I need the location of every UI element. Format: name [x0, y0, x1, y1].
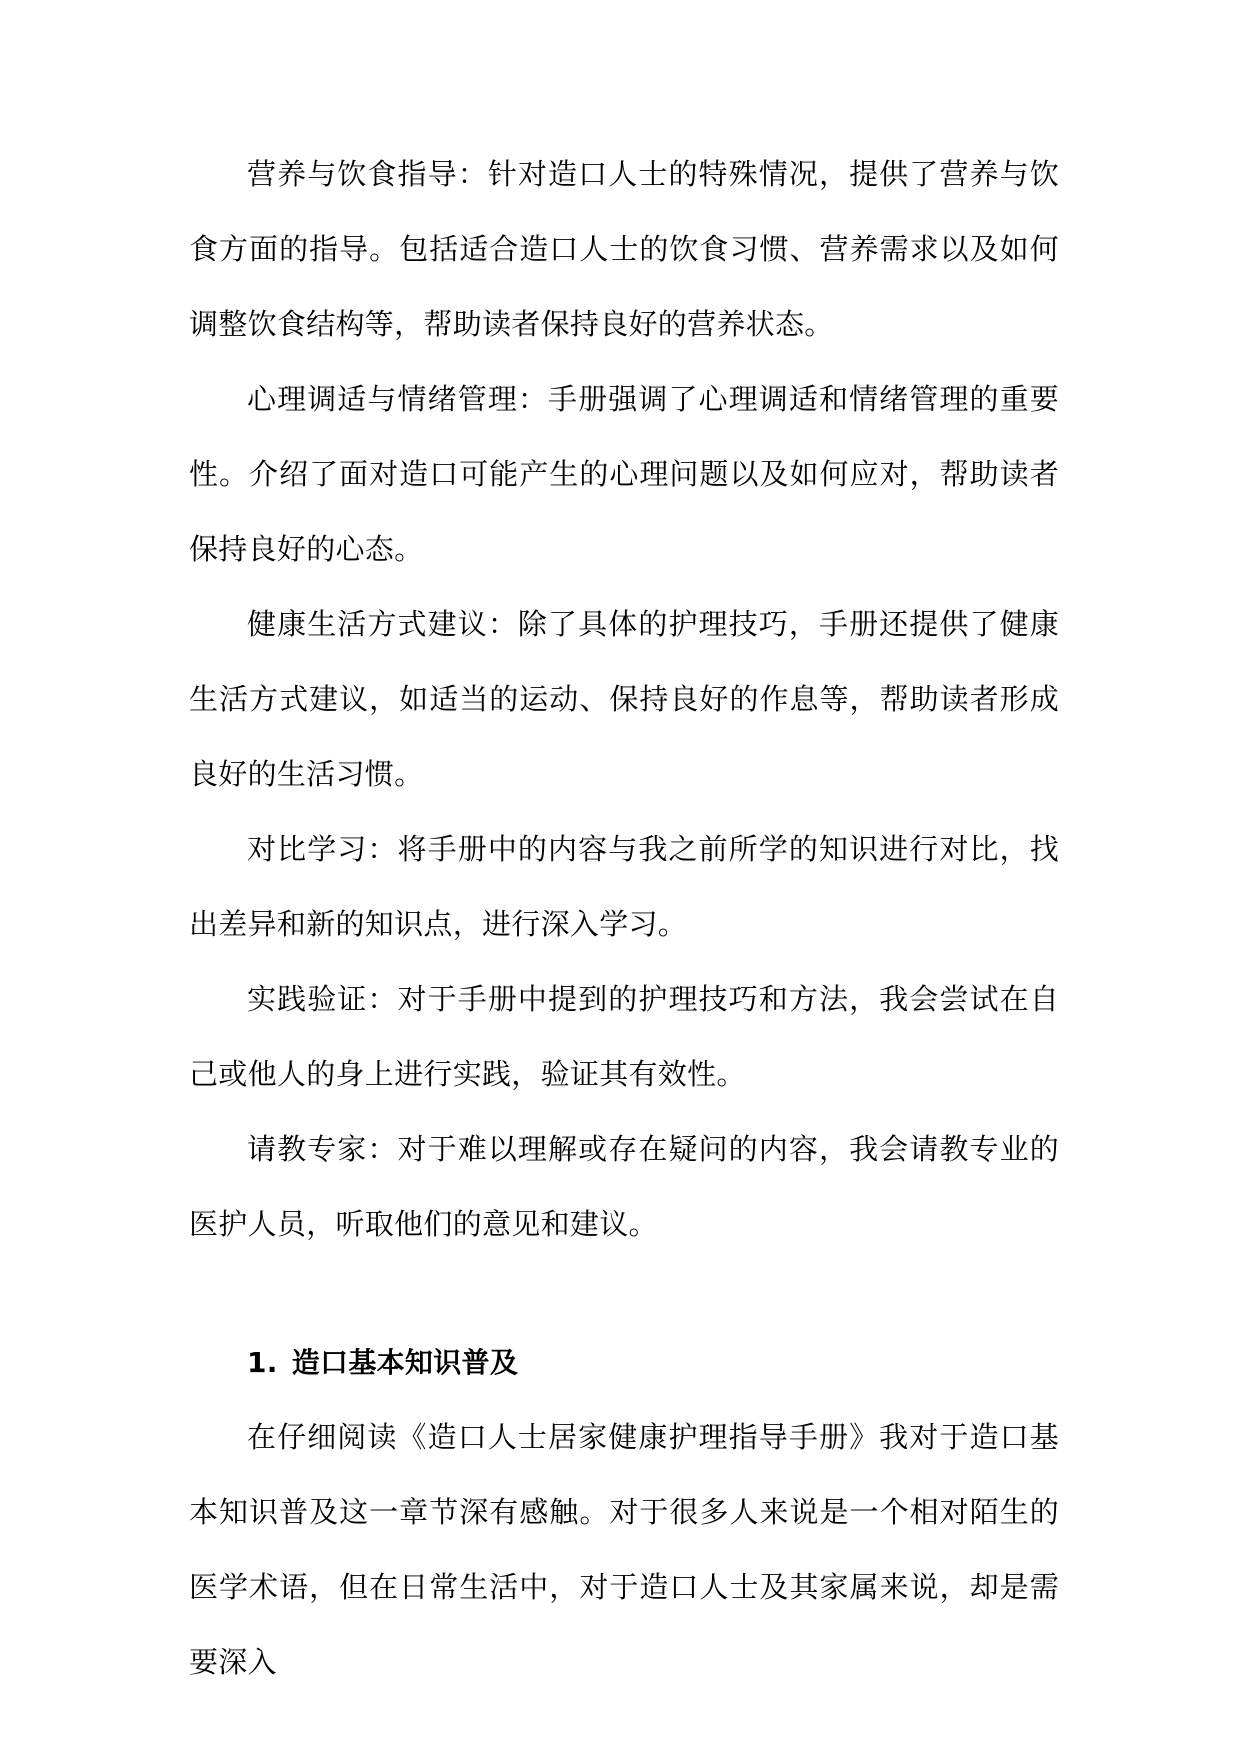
section-title: 造口基本知识普及 [291, 1346, 519, 1379]
document-body [189, 137, 1059, 1700]
section-heading [189, 1325, 1059, 1400]
paragraph-practice-verification: 实践验证：对于手册中提到的护理技巧和方法，我会尝试在自己或他人的身上进行实践，验证其有效性。 [189, 982, 1059, 1091]
paragraph-psychology: 心理调适与情绪管理：手册强调了心理调适和情绪管理的重要性。介绍了面对造口可能产生的心理问题以及如何应对，帮助读者保持良好的心态。 [189, 382, 1059, 566]
section-number: 1. [247, 1346, 278, 1379]
paragraph-nutrition: 营养与饮食指导：针对造口人士的特殊情况，提供了营养与饮食方面的指导。包括适合造口人士的饮食习惯、营养需求以及如何调整饮食结构等，帮助读者保持良好的营养状态。 [189, 157, 1059, 341]
paragraph-comparative-learning: 对比学习：将手册中的内容与我之前所学的知识进行对比，找出差异和新的知识点，进行深入学习。 [189, 832, 1059, 941]
paragraph-stoma-basics: 在仔细阅读《造口人士居家健康护理指导手册》我对于造口基本知识普及这一章节深有感触。对于很多人来说是一个相对陌生的医学术语，但在日常生活中，对于造口人士及其家属来说，却是需要深入 [189, 1420, 1059, 1679]
paragraph-consult-experts: 请教专家：对于难以理解或存在疑问的内容，我会请教专业的医护人员，听取他们的意见和建议。 [189, 1132, 1059, 1241]
paragraph-lifestyle: 健康生活方式建议：除了具体的护理技巧，手册还提供了健康生活方式建议，如适当的运动、保持良好的作息等，帮助读者形成良好的生活习惯。 [189, 607, 1059, 791]
